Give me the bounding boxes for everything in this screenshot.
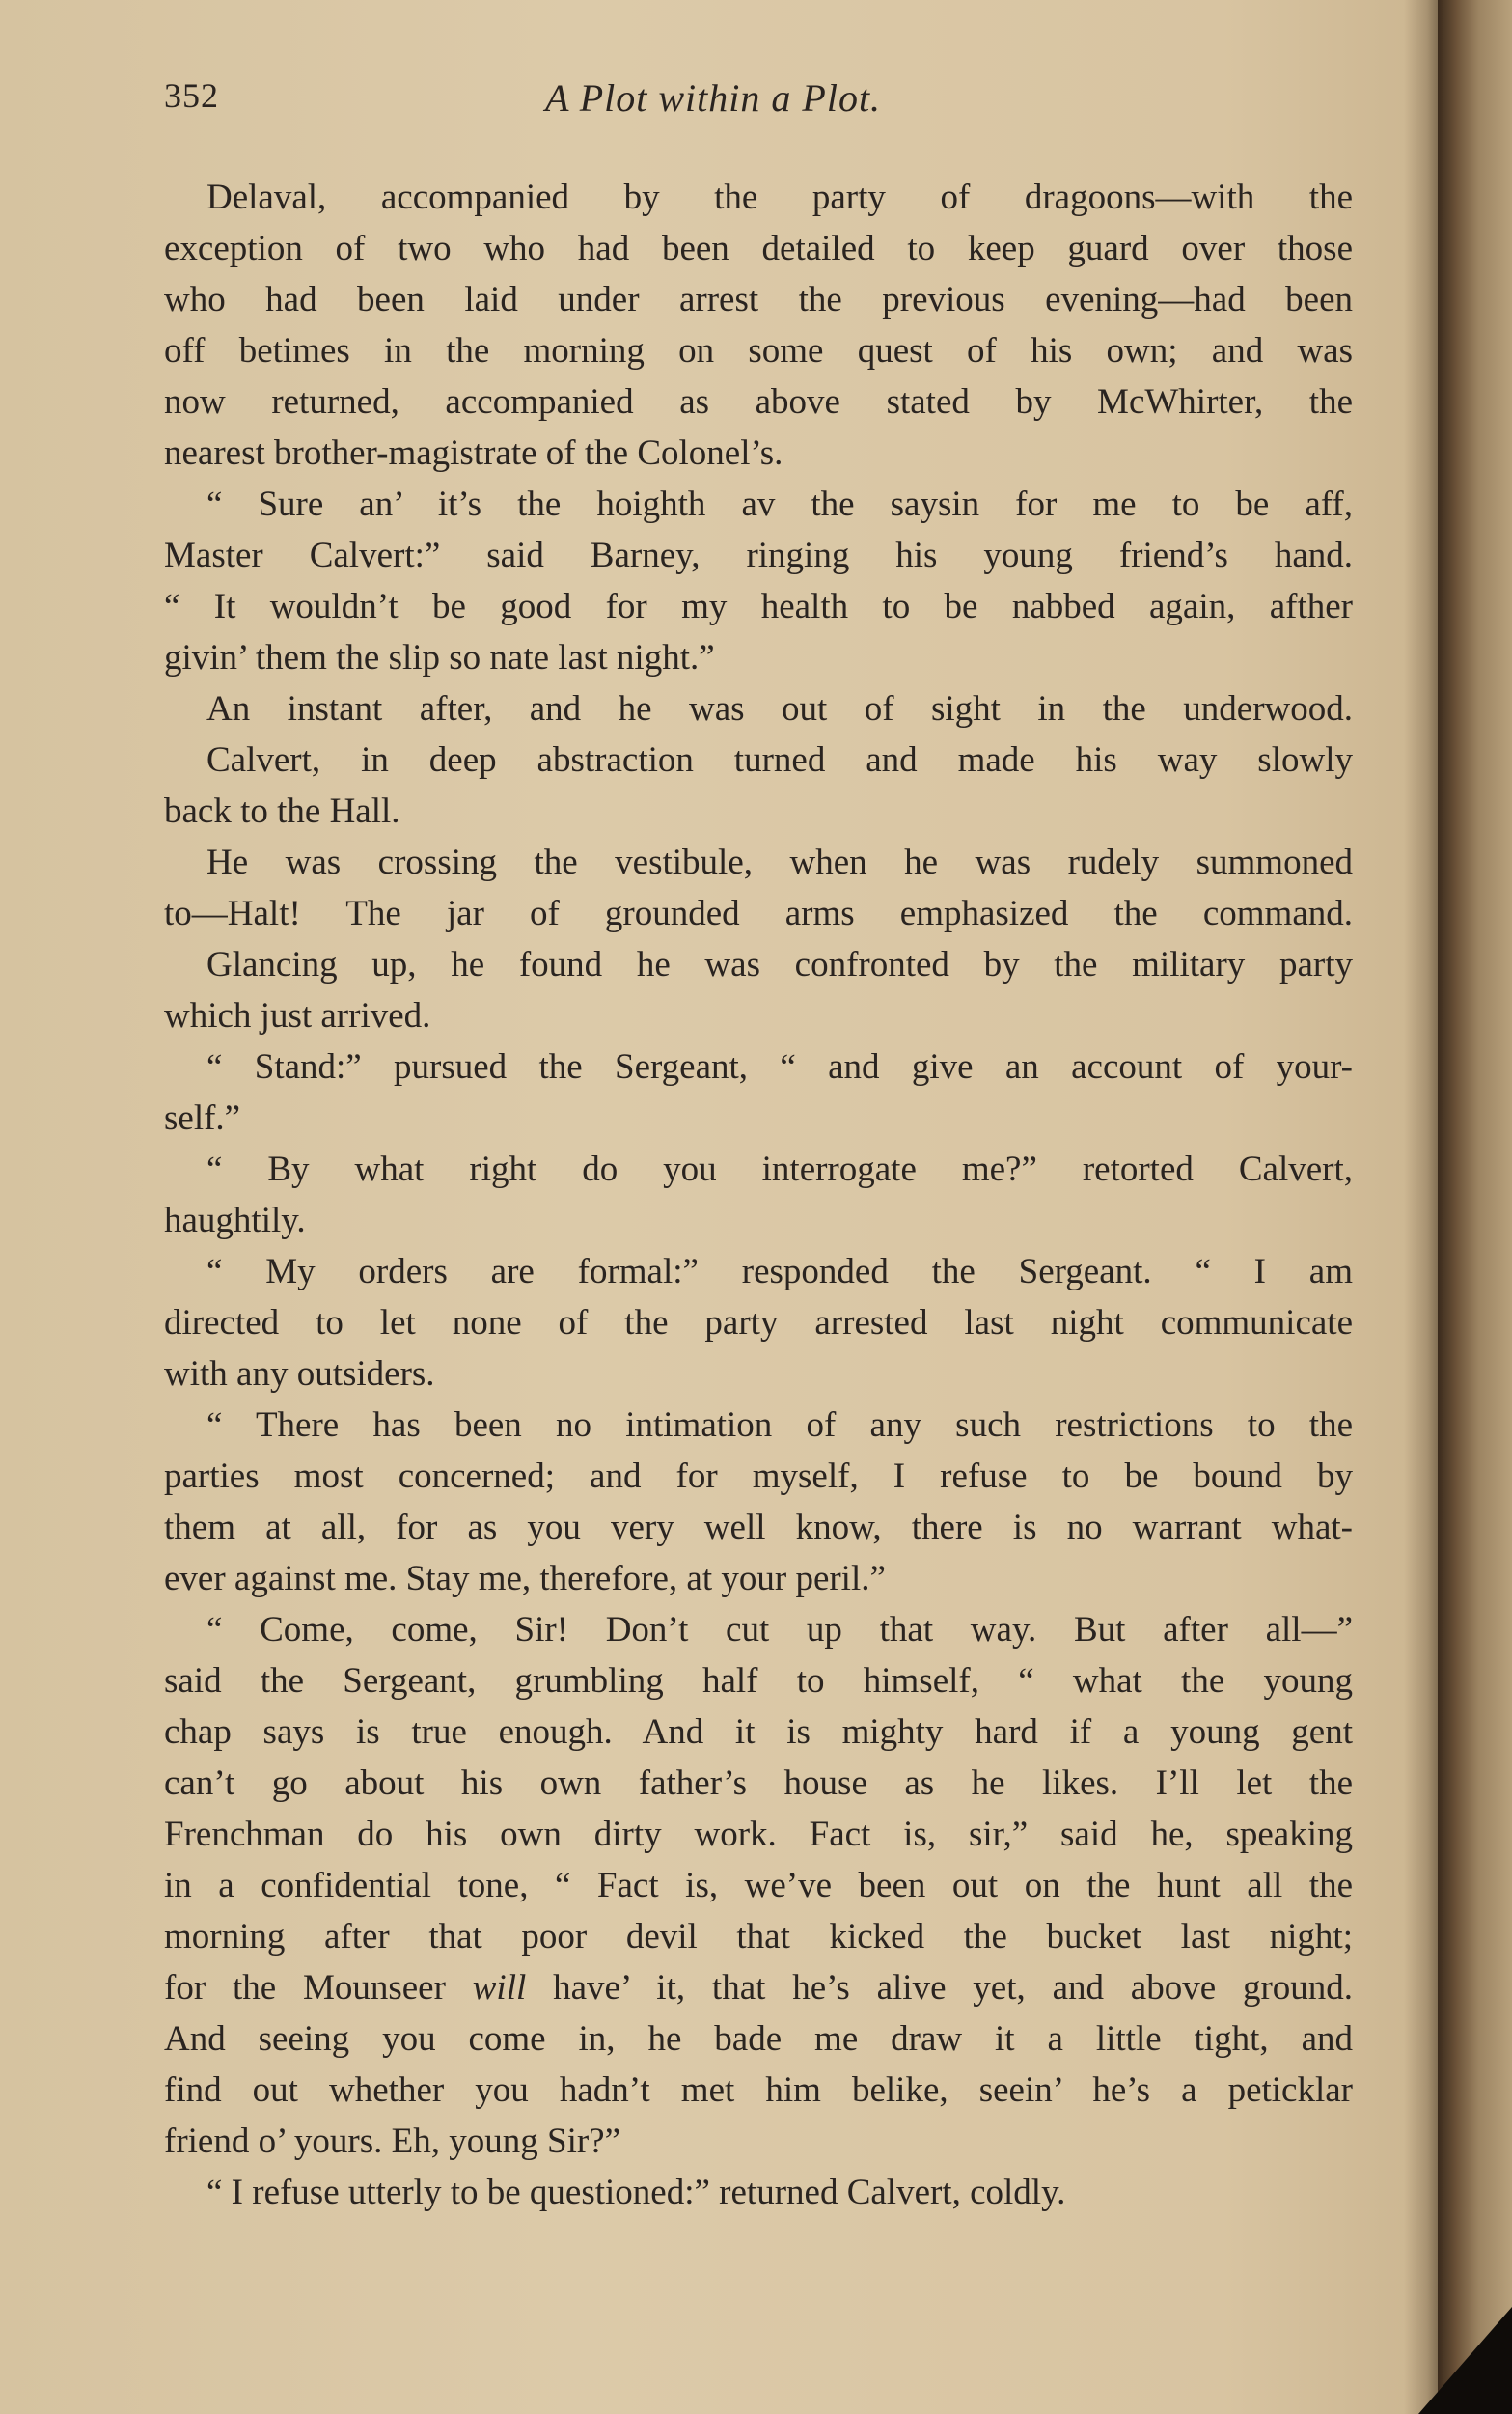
text-line: self.” [164, 1098, 241, 1138]
text-line: Glancing up, he found he was confronted by the military party [206, 945, 1353, 985]
text-line: Delaval, accompanied by the party of dragoons—with the [206, 178, 1353, 217]
text-line: givin’ them the slip so nate last night.” [164, 638, 715, 678]
text-line: And seeing you come in, he bade me draw it a little tight, and [164, 2019, 1353, 2059]
text-line: Master Calvert:” said Barney, ringing his young friend’s hand. [164, 536, 1353, 575]
text-line: morning after that poor devil that kicked the bucket last night; [164, 1917, 1353, 1956]
text-line: “ My orders are formal:” responded the Sergeant. “ I am [206, 1252, 1353, 1291]
text-line: An instant after, and he was out of sight in the underwood. [206, 689, 1353, 729]
text-line: ever against me. Stay me, therefore, at your peril.” [164, 1559, 886, 1598]
text-line: in a confidential tone, “ Fact is, we’ve been out on the hunt all the [164, 1866, 1353, 1905]
text-line: “ Sure an’ it’s the hoighth av the saysin for me to be aff, [206, 485, 1353, 524]
text-line: now returned, accompanied as above stated by McWhirter, the [164, 382, 1353, 422]
text-segment: for the Mounseer [164, 1968, 446, 2008]
text-line: back to the Hall. [164, 791, 400, 831]
text-line: who had been laid under arrest the previous evening—had been [164, 280, 1353, 319]
text-line: them at all, for as you very well know, there is no warrant what- [164, 1508, 1353, 1547]
text-line: “ Come, come, Sir! Don’t cut up that way. But after all—” [206, 1610, 1353, 1650]
text-line: friend o’ yours. Eh, young Sir?” [164, 2122, 621, 2161]
text-line: which just arrived. [164, 996, 431, 1036]
text-line: Frenchman do his own dirty work. Fact is, sir,” said he, speaking [164, 1815, 1353, 1854]
running-title: A Plot within a Plot. [545, 76, 882, 120]
text-segment: have’ it, that he’s alive yet, and above ground. [553, 1968, 1353, 2008]
text-line-with-emphasis [164, 1962, 1353, 2013]
text-line: nearest brother-magistrate of the Colonel’s. [164, 433, 783, 473]
text-line: exception of two who had been detailed to keep guard over those [164, 229, 1353, 268]
text-line: “ Stand:” pursued the Sergeant, “ and give an account of your- [206, 1047, 1353, 1087]
text-line: haughtily. [164, 1201, 306, 1240]
text-line: to—Halt! The jar of grounded arms emphasized the command. [164, 894, 1353, 933]
text-line: “ I refuse utterly to be questioned:” returned Calvert, coldly. [206, 2173, 1066, 2212]
text-line: with any outsiders. [164, 1354, 435, 1394]
text-line: “ There has been no intimation of any such restrictions to the [206, 1405, 1353, 1445]
page-gutter-shadow [1404, 0, 1443, 2414]
page-number: 352 [164, 76, 219, 115]
text-line: parties most concerned; and for myself, I refuse to be bound by [164, 1457, 1353, 1496]
text-line: Calvert, in deep abstraction turned and made his way slowly [206, 740, 1353, 780]
emphasized-word: will [472, 1968, 527, 2008]
text-line: “ It wouldn’t be good for my health to be nabbed again, afther [164, 587, 1353, 626]
text-line: off betimes in the morning on some quest of his own; and was [164, 331, 1353, 371]
text-line: said the Sergeant, grumbling half to himself, “ what the young [164, 1661, 1353, 1701]
body-text [164, 172, 1353, 2218]
book-binding-edge [1438, 0, 1512, 2414]
text-line: directed to let none of the party arrested last night communicate [164, 1303, 1353, 1343]
text-line: find out whether you hadn’t met him belike, seein’ he’s a peticklar [164, 2070, 1353, 2110]
text-line: can’t go about his own father’s house as he likes. I’ll let the [164, 1763, 1353, 1803]
running-head [164, 75, 1351, 124]
text-line: He was crossing the vestibule, when he was rudely summoned [206, 843, 1353, 882]
text-line: “ By what right do you interrogate me?” retorted Calvert, [206, 1150, 1353, 1189]
text-line: chap says is true enough. And it is mighty hard if a young gent [164, 1712, 1353, 1752]
